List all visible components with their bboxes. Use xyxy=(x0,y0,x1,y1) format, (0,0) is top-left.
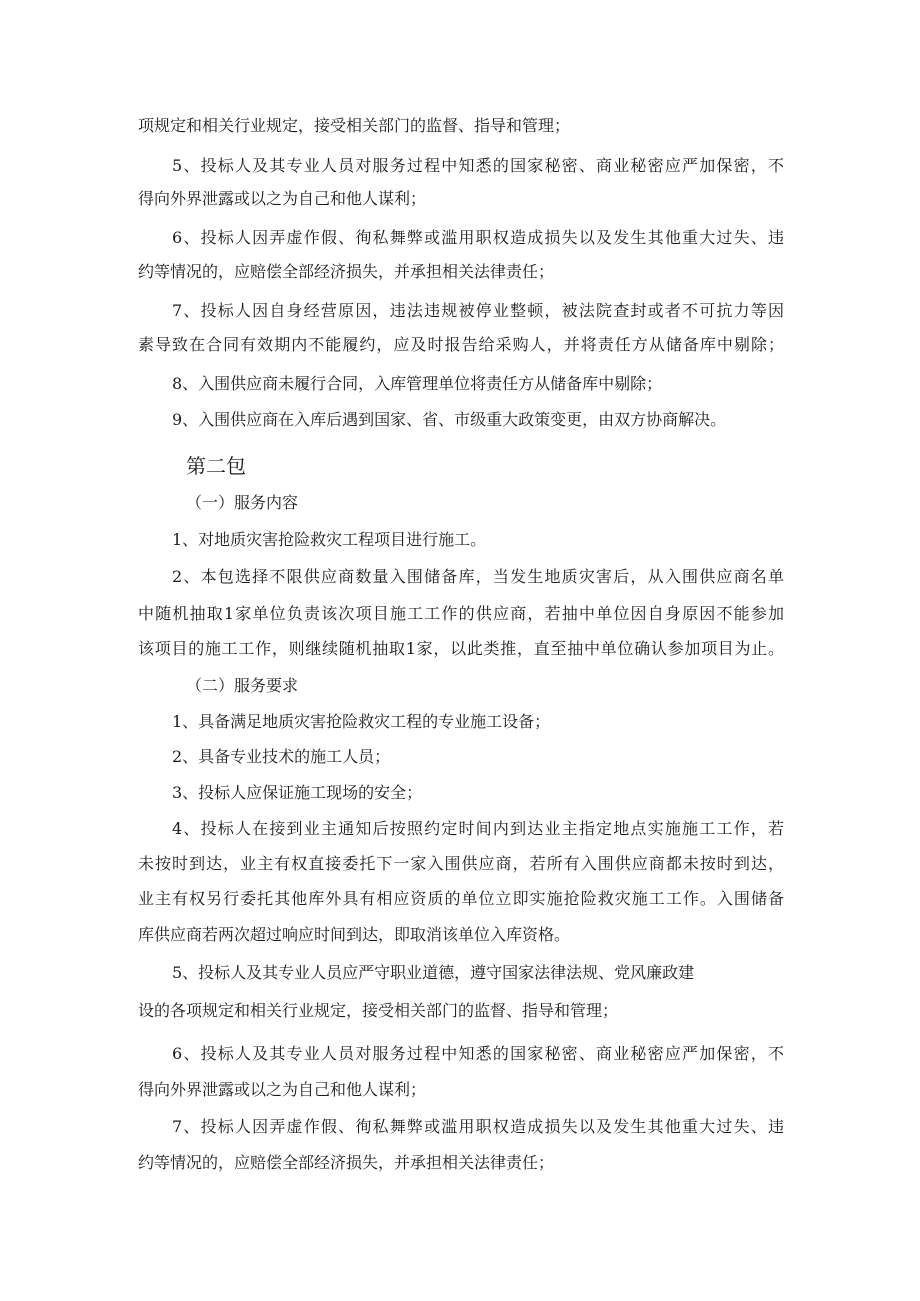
subsection-heading: （二）服务要求 xyxy=(186,676,299,695)
paragraph-line: 7、投标人因弄虚作假、徇私舞弊或滥用职权造成损失以及发生其他重大过失、违 xyxy=(172,1117,784,1136)
paragraph-line: 中随机抽取1家单位负责该次项目施工工作的供应商，若抽中单位因自身原因不能参加 xyxy=(138,604,784,623)
paragraph-line: 8、入围供应商未履行合同，入库管理单位将责任方从储备库中剔除； xyxy=(172,374,663,393)
paragraph-line: 4、投标人在接到业主通知后按照约定时间内到达业主指定地点实施施工工作，若 xyxy=(172,819,784,838)
section-heading: 第二包 xyxy=(186,454,246,478)
paragraph-line: 素导致在合同有效期内不能履约，应及时报告给采购人，并将责任方从储备库中剔除； xyxy=(138,335,784,354)
paragraph-line: 2、本包选择不限供应商数量入围储备库，当发生地质灾害后，从入围供应商名单 xyxy=(172,567,784,586)
paragraph-line: 得向外界泄露或以之为自己和他人谋利； xyxy=(138,1080,427,1099)
paragraph-line: 约等情况的，应赔偿全部经济损失，并承担相关法律责任； xyxy=(138,262,555,281)
paragraph-line: 1、对地质灾害抢险救灾工程项目进行施工。 xyxy=(172,530,487,549)
paragraph-line: 项规定和相关行业规定，接受相关部门的监督、指导和管理； xyxy=(138,116,571,135)
paragraph-line: 7、投标人因自身经营原因，违法违规被停业整顿，被法院查封或者不可抗力等因 xyxy=(172,301,784,320)
paragraph-line: 2、具备专业技术的施工人员； xyxy=(172,747,391,766)
paragraph-line: 设的各项规定和相关行业规定，接受相关部门的监督、指导和管理； xyxy=(138,1001,619,1020)
paragraph-line: 得向外界泄露或以之为自己和他人谋利； xyxy=(138,189,427,208)
subsection-heading: （一）服务内容 xyxy=(186,493,299,512)
paragraph-line: 3、投标人应保证施工现场的安全； xyxy=(172,783,423,802)
paragraph-line: 6、投标人及其专业人员对服务过程中知悉的国家秘密、商业秘密应严加保密，不 xyxy=(172,1044,784,1063)
paragraph-line: 库供应商若两次超过响应时间到达，即取消该单位入库资格。 xyxy=(138,925,571,944)
paragraph-line: 业主有权另行委托其他库外具有相应资质的单位立即实施抢险救灾施工工作。入围储备 xyxy=(138,889,784,908)
paragraph-line: 未按时到达，业主有权直接委托下一家入围供应商，若所有入围供应商都未按时到达， xyxy=(138,854,784,873)
paragraph-line: 该项目的施工工作，则继续随机抽取1家，以此类推，直至抽中单位确认参加项目为止。 xyxy=(138,639,784,658)
paragraph-line: 5、投标人及其专业人员对服务过程中知悉的国家秘密、商业秘密应严加保密，不 xyxy=(172,156,784,175)
paragraph-line: 5、投标人及其专业人员应严守职业道德，遵守国家法律法规、党风廉政建 xyxy=(172,963,695,982)
paragraph-line: 9、入围供应商在入库后遇到国家、省、市级重大政策变更，由双方协商解决。 xyxy=(172,410,727,429)
paragraph-line: 约等情况的，应赔偿全部经济损失，并承担相关法律责任； xyxy=(138,1153,555,1172)
paragraph-line: 6、投标人因弄虚作假、徇私舞弊或滥用职权造成损失以及发生其他重大过失、违 xyxy=(172,228,784,247)
paragraph-line: 1、具备满足地质灾害抢险救灾工程的专业施工设备； xyxy=(172,712,551,731)
